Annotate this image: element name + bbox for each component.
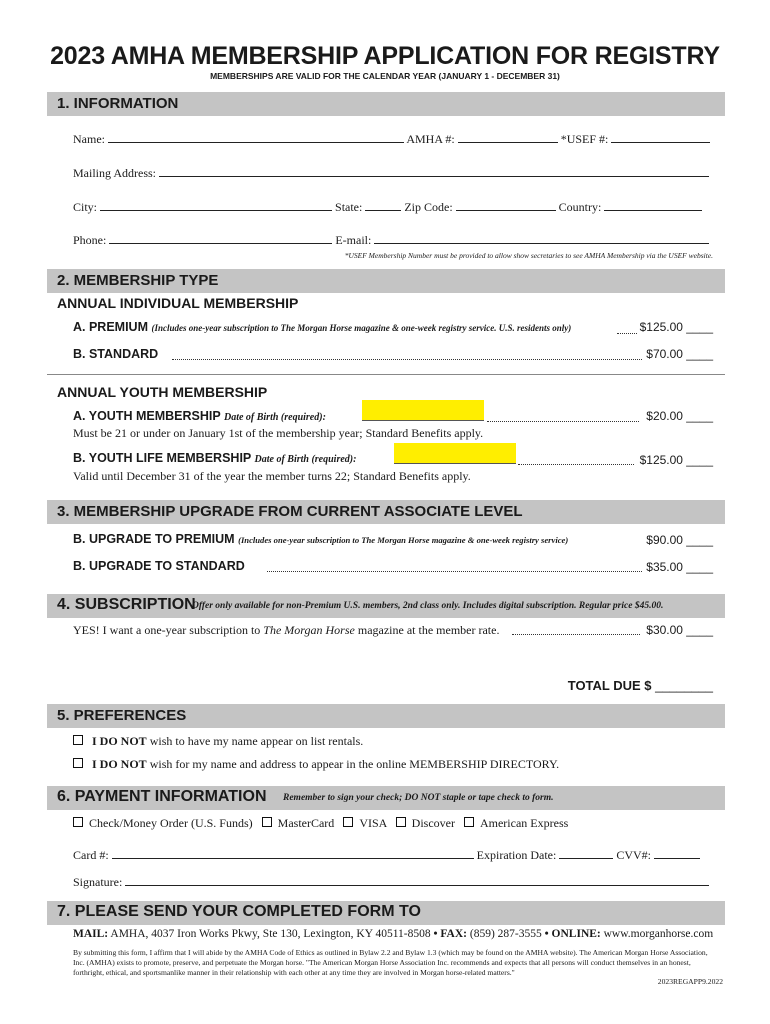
youth-option	[73, 409, 326, 423]
amha-number-field[interactable]	[458, 131, 558, 143]
section-payment-bar	[47, 786, 725, 810]
youth-life-dob-label: Date of Birth (required):	[254, 454, 357, 465]
cvv-field[interactable]	[654, 847, 700, 859]
youth-membership-heading: ANNUAL YOUTH MEMBERSHIP	[57, 384, 268, 400]
section-membership-bar	[47, 269, 725, 293]
subscription-line	[73, 623, 499, 638]
section-preferences-heading: 5. PREFERENCES	[57, 707, 187, 724]
youth-leader	[487, 421, 639, 422]
name-row	[73, 131, 710, 147]
city-label: City:	[73, 200, 98, 214]
phone-row	[73, 232, 709, 248]
card-row	[73, 847, 700, 863]
mailing-info	[73, 928, 713, 940]
form-title: 2023 AMHA MEMBERSHIP APPLICATION FOR REGISTRY	[50, 42, 720, 70]
cvv-label: CVV#:	[616, 848, 651, 862]
preference-list-rentals	[73, 734, 363, 749]
email-label: E-mail:	[335, 233, 372, 247]
card-label: Card #:	[73, 848, 109, 862]
signature-field[interactable]	[125, 874, 709, 886]
youth-life-dob-field[interactable]	[394, 443, 516, 463]
fax-label: FAX:	[440, 928, 468, 940]
youth-life-description: Valid until December 31 of the year the member turns 22; Standard Benefits apply.	[73, 469, 471, 483]
mastercard-checkbox[interactable]	[262, 817, 272, 827]
preference-directory	[73, 757, 559, 772]
upgrade-standard-option: B. UPGRADE TO STANDARD	[73, 559, 245, 573]
upgrade-premium-price[interactable]: $90.00 ____	[646, 533, 713, 547]
mailing-address-field[interactable]	[159, 165, 709, 177]
youth-dob-label: Date of Birth (required):	[223, 412, 326, 423]
payment-note: Remember to sign your check; DO NOT staple or tape check to form.	[283, 793, 554, 803]
section-send-heading: 7. PLEASE SEND YOUR COMPLETED FORM TO	[57, 903, 421, 920]
pref1-text: wish to have my name appear on list rentals.	[149, 734, 364, 748]
subscription-leader	[512, 634, 640, 635]
individual-membership-heading: ANNUAL INDIVIDUAL MEMBERSHIP	[57, 295, 299, 311]
youth-description: Must be 21 or under on January 1st of the membership year; Standard Benefits apply.	[73, 426, 484, 440]
name-field[interactable]	[108, 131, 404, 143]
amex-checkbox[interactable]	[464, 817, 474, 827]
phone-label: Phone:	[73, 233, 107, 247]
section-subscription-heading: 4. SUBSCRIPTION	[57, 596, 196, 613]
city-field[interactable]	[100, 199, 332, 211]
bullet-2: •	[544, 928, 549, 940]
pref2-bold: I DO NOT	[92, 757, 147, 771]
section-membership-heading: 2. MEMBERSHIP TYPE	[57, 272, 219, 289]
disclaimer: By submitting this form, I affirm that I will abide by the AMHA Code of Ethics as outlined in Bylaw 2.2 and Bylaw 1.3 (which may be found on the AMHA website). The American Morgan Horse Association, Inc. (AMHA) exists to promote, preserve, and perpetuate the Morgan horse. "The American Morgan Horse Association Inc. recommends and expects that all persons will conduct themselves in an honest, forthright, ethical, and sportsmanlike manner in their relationship with each other at any time they are involved in Morgan horse-related matters."	[73, 948, 708, 977]
amha-label: AMHA #:	[406, 132, 455, 146]
youth-life-label: B. YOUTH LIFE MEMBERSHIP	[73, 451, 252, 465]
zip-label: Zip Code:	[404, 200, 453, 214]
section-information-heading: 1. INFORMATION	[57, 95, 179, 112]
city-row	[73, 199, 702, 215]
standard-option: B. STANDARD	[73, 347, 159, 361]
standard-leader	[172, 359, 642, 360]
section-send-bar	[47, 901, 725, 925]
usef-note: *USEF Membership Number must be provided to allow show secretaries to see AMHA Membership via the USEF website.	[344, 251, 713, 260]
directory-checkbox[interactable]	[73, 758, 83, 768]
method-check-label: Check/Money Order (U.S. Funds)	[89, 816, 253, 830]
standard-price[interactable]: $70.00 ____	[646, 347, 713, 361]
mailing-row	[73, 165, 709, 181]
method-visa[interactable]	[343, 816, 386, 830]
payment-methods	[73, 816, 568, 831]
total-due-label: TOTAL DUE $	[567, 678, 652, 693]
list-rentals-checkbox[interactable]	[73, 735, 83, 745]
method-check[interactable]	[73, 816, 253, 830]
expiration-label: Expiration Date:	[476, 848, 557, 862]
email-field[interactable]	[374, 232, 709, 244]
visa-checkbox[interactable]	[343, 817, 353, 827]
section-upgrade-heading: 3. MEMBERSHIP UPGRADE FROM CURRENT ASSOCIATE LEVEL	[57, 503, 523, 520]
mailing-label: Mailing Address:	[73, 166, 156, 180]
upgrade-premium-option	[73, 532, 568, 546]
mail-address: AMHA, 4037 Iron Works Pkwy, Ste 130, Lexington, KY 40511-8508	[110, 928, 431, 940]
country-field[interactable]	[604, 199, 702, 211]
card-number-field[interactable]	[112, 847, 474, 859]
bullet-1: •	[433, 928, 438, 940]
fax-number: (859) 287-3555	[469, 928, 542, 940]
youth-dob-underline	[362, 420, 484, 421]
method-amex[interactable]	[464, 816, 568, 830]
country-label: Country:	[558, 200, 602, 214]
upgrade-premium-note: (Includes one-year subscription to The Morgan Horse magazine & one-week registry service)	[238, 535, 569, 545]
premium-option	[73, 320, 571, 334]
youth-life-leader	[518, 464, 634, 465]
expiration-field[interactable]	[559, 847, 613, 859]
premium-leader	[617, 333, 637, 334]
subscription-price[interactable]: $30.00 ____	[646, 623, 713, 637]
subscription-prefix: YES! I want a one-year subscription to	[73, 623, 261, 637]
method-amex-label: American Express	[479, 816, 569, 830]
premium-note: (Includes one-year subscription to The Morgan Horse magazine & one-week registry service. U.S. residents only)	[151, 323, 572, 333]
discover-checkbox[interactable]	[396, 817, 406, 827]
upgrade-standard-leader	[267, 571, 642, 572]
premium-label: A. PREMIUM	[73, 320, 148, 334]
youth-label: A. YOUTH MEMBERSHIP	[73, 409, 221, 423]
upgrade-premium-label: B. UPGRADE TO PREMIUM	[73, 532, 235, 546]
phone-field[interactable]	[109, 232, 332, 244]
method-mastercard-label: MasterCard	[277, 816, 335, 830]
subscription-note: Offer only available for non-Premium U.S. members, 2nd class only. Includes digital subscription. Regular price $45.00.	[192, 601, 664, 611]
form-code: 2023REGAPP9.2022	[657, 977, 723, 986]
usef-number-field[interactable]	[611, 131, 710, 143]
youth-life-dob-underline	[394, 463, 516, 464]
method-visa-label: VISA	[359, 816, 387, 830]
state-field[interactable]	[365, 199, 401, 211]
pref1-bold: I DO NOT	[92, 734, 147, 748]
premium-price[interactable]: $125.00 ____	[639, 320, 713, 334]
signature-label: Signature:	[73, 875, 123, 889]
youth-price[interactable]: $20.00 ____	[646, 409, 713, 423]
upgrade-standard-price[interactable]: $35.00 ____	[646, 560, 713, 574]
form-subtitle: MEMBERSHIPS ARE VALID FOR THE CALENDAR YEAR (JANUARY 1 - DECEMBER 31)	[210, 71, 560, 81]
name-label: Name:	[73, 132, 105, 146]
mail-label: MAIL:	[73, 928, 109, 940]
section-preferences-bar	[47, 704, 725, 728]
method-mastercard[interactable]	[262, 816, 335, 830]
total-due-field[interactable]: ________	[655, 678, 713, 693]
usef-label: *USEF #:	[560, 132, 609, 146]
pref2-text: wish for my name and address to appear in the online MEMBERSHIP DIRECTORY.	[149, 757, 560, 771]
subscription-suffix: magazine at the member rate.	[357, 623, 500, 637]
magazine-name: The Morgan Horse	[263, 623, 355, 637]
youth-life-price[interactable]: $125.00 ____	[639, 453, 713, 467]
method-discover[interactable]	[396, 816, 455, 830]
signature-row	[73, 874, 709, 890]
state-label: State:	[335, 200, 363, 214]
divider	[47, 374, 725, 375]
youth-life-option	[73, 451, 356, 465]
section-payment-heading: 6. PAYMENT INFORMATION	[57, 788, 267, 805]
youth-dob-field[interactable]	[362, 400, 484, 420]
section-subscription-bar	[47, 594, 725, 618]
method-discover-label: Discover	[411, 816, 455, 830]
total-due	[568, 678, 713, 693]
zip-code-field[interactable]	[456, 199, 556, 211]
section-information-bar	[47, 92, 725, 116]
online-label: ONLINE:	[551, 928, 601, 940]
section-upgrade-bar	[47, 500, 725, 524]
website-link[interactable]: www.morganhorse.com	[603, 928, 714, 940]
check-checkbox[interactable]	[73, 817, 83, 827]
